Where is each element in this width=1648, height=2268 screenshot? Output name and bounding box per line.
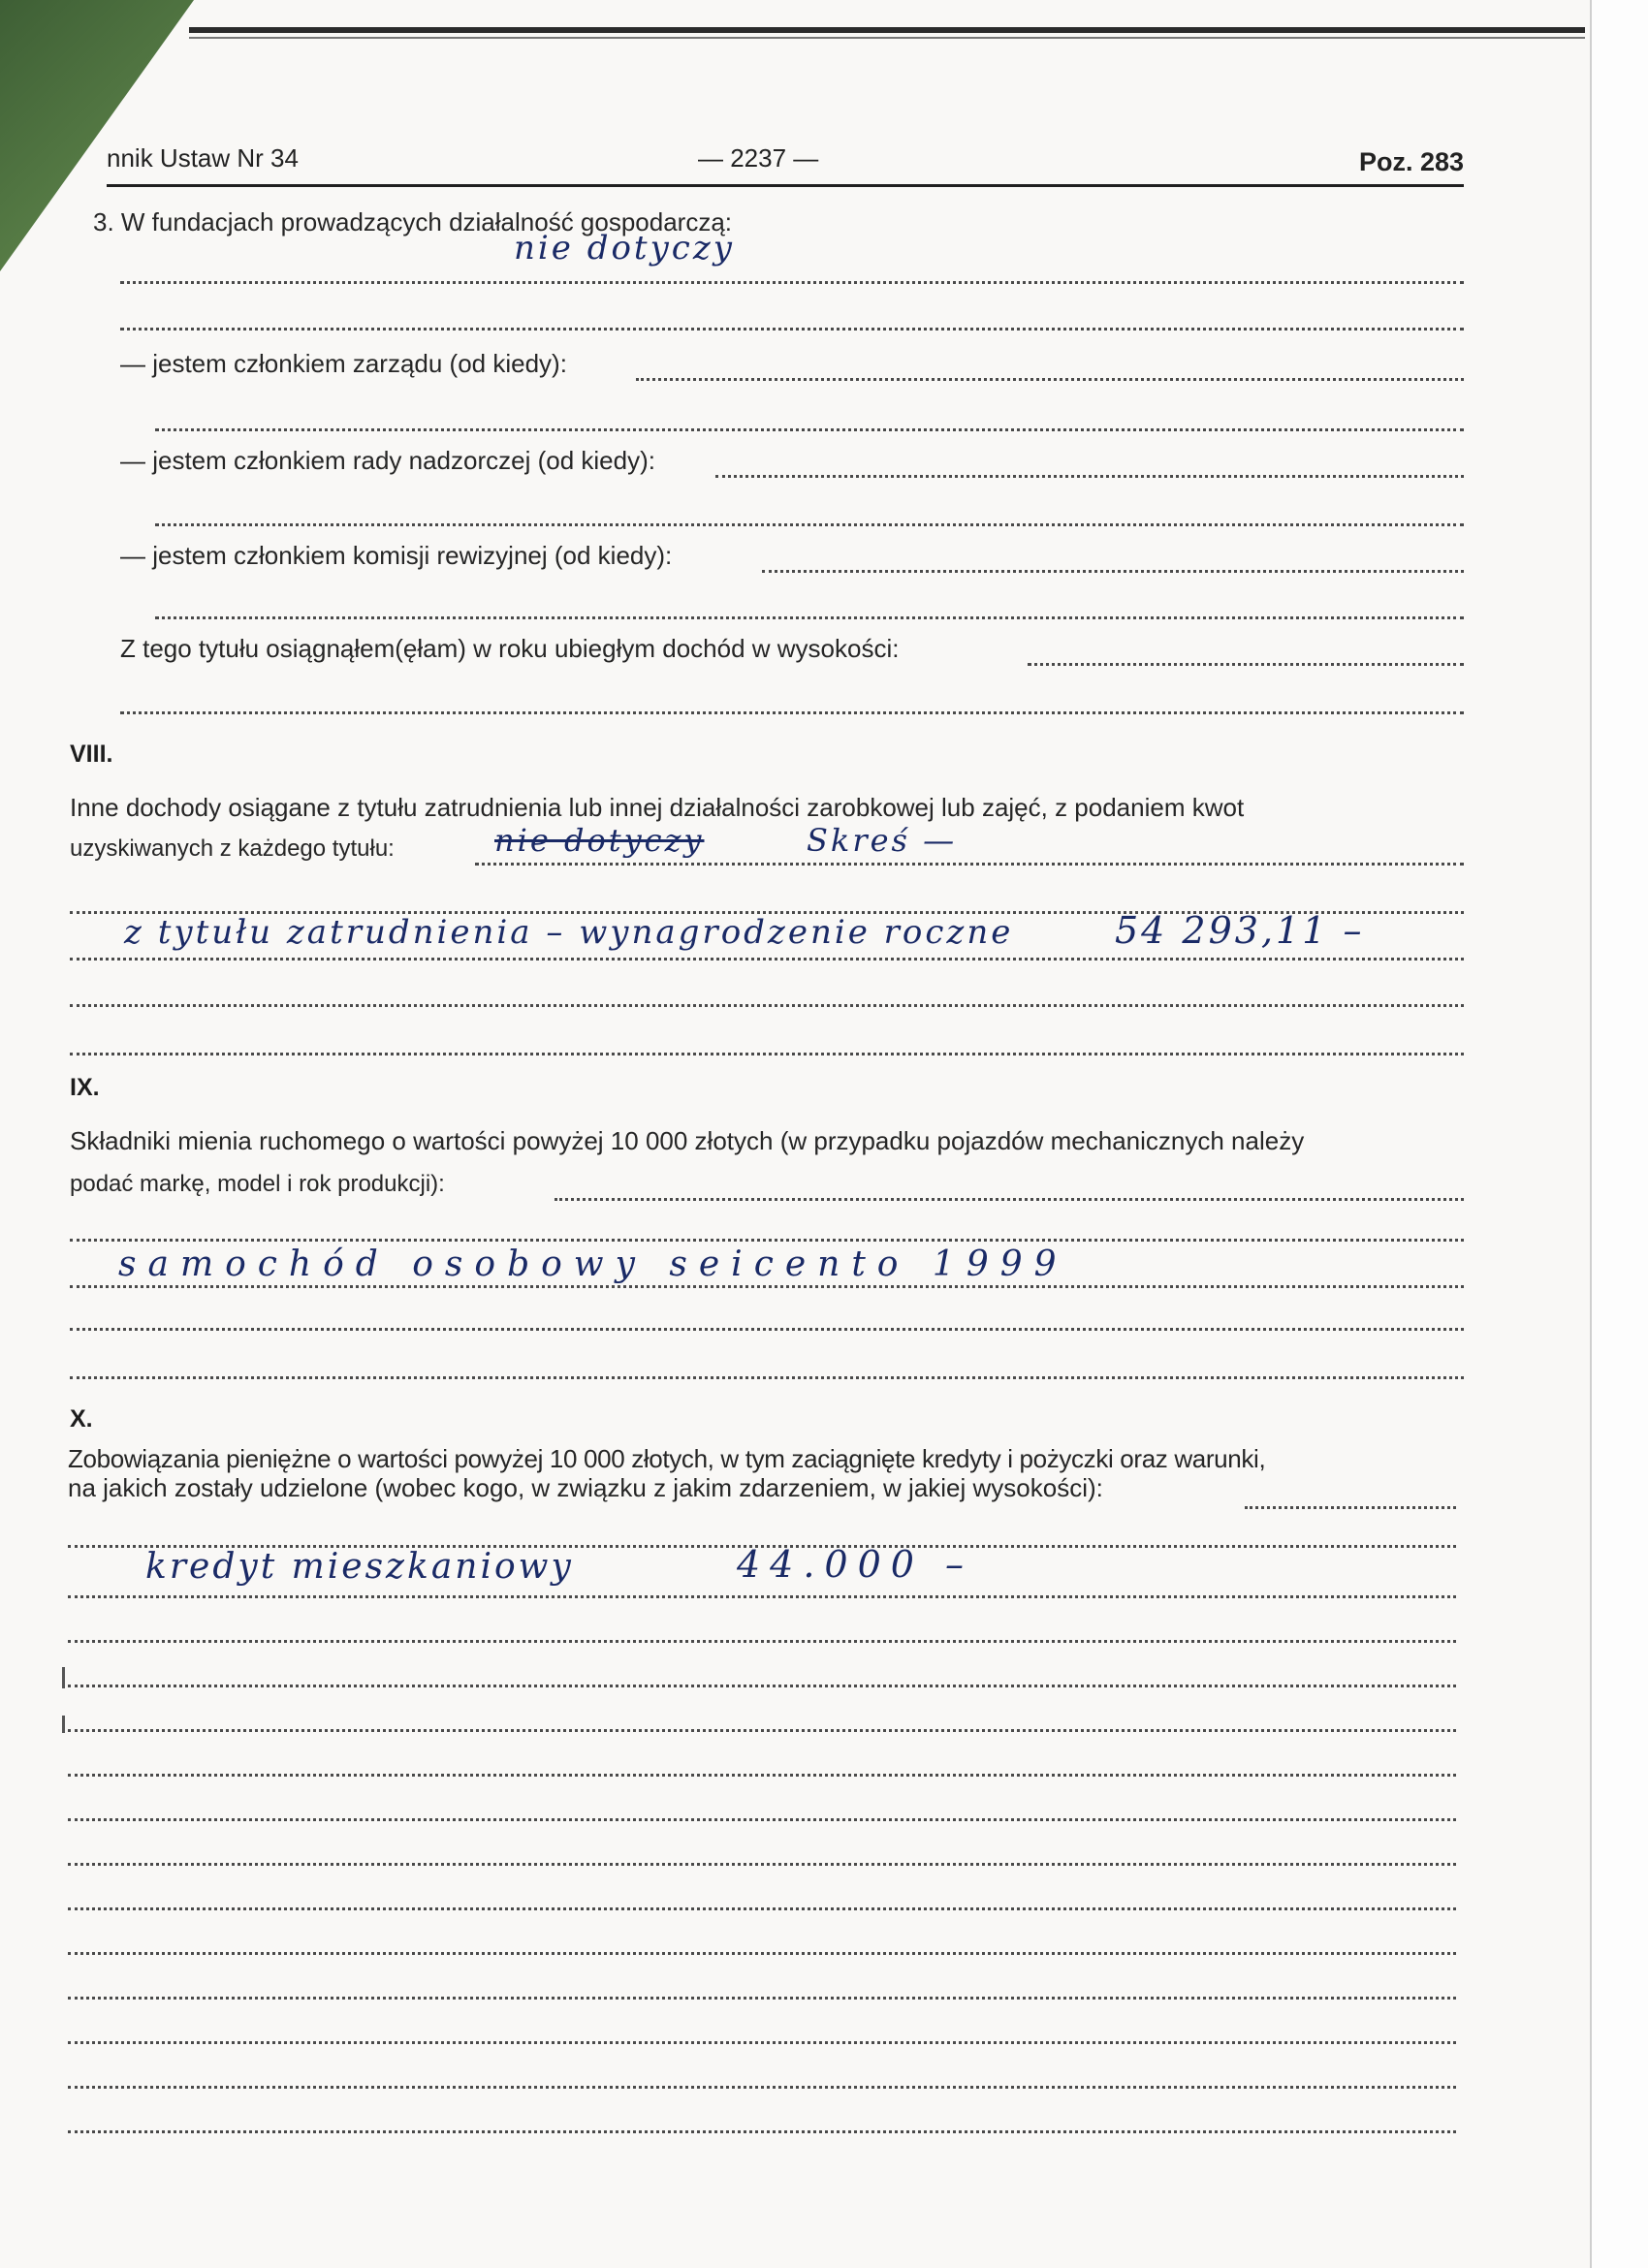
- handwritten-amount: 54 293,11 –: [1115, 909, 1365, 952]
- handwritten-mortgage-amount: 44.000 –: [737, 1543, 974, 1586]
- section-x-text: Zobowiązania pieniężne o wartości powyżej 10 000 złotych, w tym zaciągnięte kredyty i pożyczki oraz warunki,: [68, 1444, 1266, 1473]
- answer-line: [70, 1004, 1464, 1007]
- section-x-heading: X.: [70, 1405, 93, 1433]
- answer-line: [1245, 1506, 1456, 1509]
- handwritten-struck-not-applicable: nie dotyczy: [494, 822, 705, 859]
- answer-line: [68, 2041, 1456, 2044]
- answer-line: [636, 378, 1464, 381]
- section-viii-heading: VIII.: [70, 740, 113, 768]
- page-edge: [1590, 0, 1648, 2268]
- answer-line: [715, 475, 1464, 478]
- answer-line: [68, 2130, 1456, 2133]
- answer-line: [68, 1774, 1456, 1777]
- answer-line: [155, 428, 1464, 431]
- board-member-label: — jestem członkiem zarządu (od kiedy):: [120, 349, 567, 378]
- answer-line: [70, 1239, 1464, 1242]
- answer-line: [155, 523, 1464, 526]
- handwritten-vehicle: samochód osobowy seicento 1999: [118, 1244, 1068, 1284]
- top-rule-thin: [189, 37, 1585, 39]
- journal-title: nnik Ustaw Nr 34: [107, 143, 299, 173]
- income-label: Z tego tytułu osiągnąłem(ęłam) w roku ubiegłym dochód w wysokości:: [120, 634, 900, 663]
- answer-line: [762, 570, 1464, 573]
- answer-line: [68, 1640, 1456, 1643]
- answer-line: [70, 1376, 1464, 1379]
- answer-line: [120, 328, 1464, 331]
- answer-line: [70, 1328, 1464, 1331]
- handwritten-not-applicable: nie dotyczy: [514, 229, 735, 268]
- page-number: — 2237 —: [698, 143, 819, 173]
- answer-line: [68, 1863, 1456, 1866]
- answer-line: [70, 1285, 1464, 1288]
- section-viii-text-2: uzyskiwanych z każdego tytułu:: [70, 835, 395, 862]
- audit-member-label: — jestem członkiem komisji rewizyjnej (od kiedy):: [120, 541, 673, 570]
- answer-line: [68, 1997, 1456, 2000]
- answer-line: [70, 958, 1464, 961]
- section-x-text-2: na jakich zostały udzielone (wobec kogo, w związku z jakim zdarzeniem, w jakiej wysokości):: [68, 1473, 1103, 1502]
- foundations-label: 3. W fundacjach prowadzących działalność gospodarczą:: [93, 207, 733, 236]
- answer-line: [68, 1818, 1456, 1821]
- handwritten-employment-income: z tytułu zatrudnienia – wynagrodzenie roczne: [124, 913, 1014, 952]
- answer-line: [68, 1595, 1456, 1598]
- page-header: [107, 143, 1464, 182]
- section-viii-text: Inne dochody osiągane z tytułu zatrudnienia lub innej działalności zarobkowej lub zajęć, z podaniem kwot: [70, 793, 1245, 822]
- section-ix-text: Składniki mienia ruchomego o wartości powyżej 10 000 złotych (w przypadku pojazdów mechanicznych należy: [70, 1126, 1305, 1155]
- answer-line: [68, 1952, 1456, 1955]
- handwritten-note: Skreś —: [807, 822, 958, 859]
- scan-mark: [62, 1667, 65, 1688]
- answer-line: [68, 1685, 1456, 1687]
- answer-line: [68, 1729, 1456, 1732]
- answer-line: [68, 2086, 1456, 2089]
- answer-line: [1028, 663, 1464, 666]
- answer-line: [68, 1907, 1456, 1910]
- header-rule: [107, 184, 1464, 187]
- section-ix-text-2: podać markę, model i rok produkcji):: [70, 1171, 445, 1197]
- answer-line: [120, 711, 1464, 714]
- answer-line: [120, 281, 1464, 284]
- answer-line: [555, 1198, 1464, 1201]
- supervisory-member-label: — jestem członkiem rady nadzorczej (od kiedy):: [120, 446, 655, 475]
- handwritten-mortgage: kredyt mieszkaniowy: [145, 1547, 574, 1587]
- answer-line: [155, 616, 1464, 619]
- section-ix-heading: IX.: [70, 1074, 100, 1101]
- answer-line: [475, 863, 1464, 866]
- top-rule: [189, 27, 1585, 33]
- answer-line: [70, 1053, 1464, 1055]
- position-number: Poz. 283: [1358, 147, 1464, 176]
- scan-mark: [62, 1716, 65, 1733]
